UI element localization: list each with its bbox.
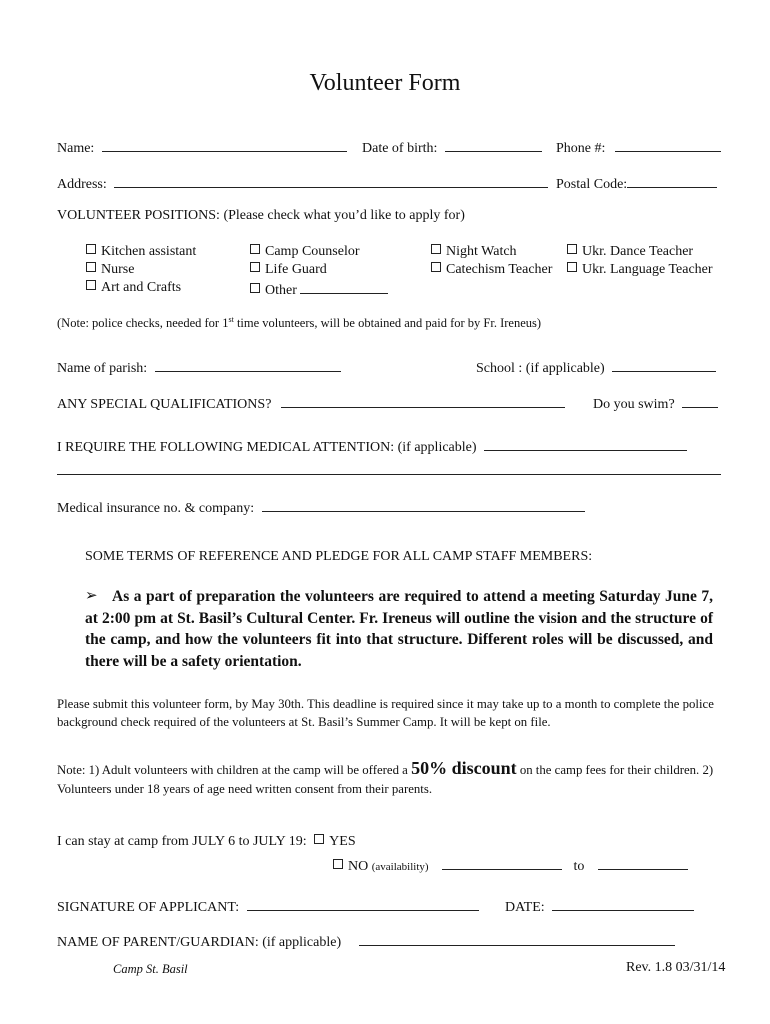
- positions-col4: [567, 243, 713, 279]
- phone-row: [556, 137, 721, 157]
- school-label: School : (if applicable): [476, 361, 605, 376]
- position-other[interactable]: Other: [250, 279, 388, 300]
- no-label: NO: [348, 859, 369, 874]
- checkbox[interactable]: [250, 262, 260, 272]
- position-counselor[interactable]: Camp Counselor: [250, 243, 388, 261]
- checkbox[interactable]: [431, 244, 441, 254]
- checkbox[interactable]: [567, 244, 577, 254]
- checkbox[interactable]: [250, 244, 260, 254]
- address-field[interactable]: [114, 173, 548, 188]
- insurance-row: [57, 497, 585, 517]
- position-kitchen[interactable]: Kitchen assistant: [86, 243, 196, 261]
- availability-label: (availability): [371, 861, 429, 873]
- position-art[interactable]: Art and Crafts: [86, 279, 196, 297]
- other-field[interactable]: [300, 279, 388, 294]
- positions-heading: VOLUNTEER POSITIONS: (Please check what you’d like to apply for): [57, 208, 465, 223]
- dob-row: [362, 137, 542, 157]
- checkbox[interactable]: [86, 280, 96, 290]
- dob-label: Date of birth:: [362, 141, 438, 156]
- submit-paragraph: Please submit this volunteer form, by May 30th. This deadline is required since it may take up to a month to complete the police background check required of the volunteers at St. Basil’s Summer Camp. It will be kept on file.: [57, 697, 714, 729]
- checkbox[interactable]: [431, 262, 441, 272]
- swim-field[interactable]: [682, 393, 718, 408]
- position-lifeguard[interactable]: Life Guard: [250, 261, 388, 279]
- postal-row: [556, 173, 717, 193]
- insurance-field[interactable]: [262, 497, 585, 512]
- checkbox[interactable]: [86, 262, 96, 272]
- qualifications-label: ANY SPECIAL QUALIFICATIONS?: [57, 397, 272, 412]
- availability-from-field[interactable]: [442, 855, 562, 870]
- page-title: Volunteer Form: [309, 70, 461, 96]
- parish-field[interactable]: [155, 357, 341, 372]
- discount-note: Note: 1) Adult volunteers with children at the camp will be offered a 50% discount on the camp fees for their children. 2) Volunteers under 18 years of age need written consent from their parents.: [57, 758, 714, 796]
- address-row: [57, 173, 548, 193]
- terms-heading: SOME TERMS OF REFERENCE AND PLEDGE FOR ALL CAMP STAFF MEMBERS:: [85, 549, 593, 564]
- medical-field[interactable]: [484, 436, 687, 451]
- footer-camp-name: Camp St. Basil: [113, 962, 188, 976]
- availability-to-field[interactable]: [598, 855, 688, 870]
- medical-row: [57, 436, 687, 456]
- date-row: [505, 896, 694, 916]
- stay-row: [57, 834, 356, 850]
- postal-field[interactable]: [627, 173, 717, 188]
- dob-field[interactable]: [445, 137, 542, 152]
- phone-field[interactable]: [615, 137, 721, 152]
- stay-question: I can stay at camp from JULY 6 to JULY 19:: [57, 834, 307, 849]
- phone-label: Phone #:: [556, 141, 606, 156]
- name-field[interactable]: [102, 137, 347, 152]
- signature-label: SIGNATURE OF APPLICANT:: [57, 900, 240, 915]
- position-dance[interactable]: Ukr. Dance Teacher: [567, 243, 713, 261]
- no-checkbox[interactable]: [333, 859, 343, 869]
- signature-row: [57, 896, 479, 916]
- no-row: [333, 855, 688, 875]
- position-nurse[interactable]: Nurse: [86, 261, 196, 279]
- to-label: to: [573, 859, 585, 874]
- parish-label: Name of parish:: [57, 361, 148, 376]
- address-label: Address:: [57, 177, 107, 192]
- medical-field-line-2[interactable]: [57, 474, 721, 475]
- police-note: (Note: police checks, needed for 1st time volunteers, will be obtained and paid for by Fr. Ireneus): [57, 315, 542, 331]
- date-field[interactable]: [552, 896, 694, 911]
- position-nightwatch[interactable]: Night Watch: [431, 243, 552, 261]
- footer-revision: Rev. 1.8 03/31/14: [626, 960, 726, 975]
- checkbox[interactable]: [250, 283, 260, 293]
- bullet-arrow-icon: ➢: [85, 588, 98, 604]
- name-label: Name:: [57, 141, 95, 156]
- swim-row: [593, 393, 718, 413]
- positions-col2: [250, 243, 388, 300]
- qualifications-field[interactable]: [281, 393, 565, 408]
- meeting-paragraph: As a part of preparation the volunteers are required to attend a meeting Saturday June 7, at 2:00 pm at St. Basil’s Cultural Center. Fr. Ireneus will outline the vision and the structure of the camp, and how the volunteers fit into that structure. Different roles will be discussed, and there will be a safety orientation.: [85, 588, 713, 670]
- yes-label: YES: [329, 834, 356, 849]
- positions-col1: [86, 243, 196, 297]
- parent-label: NAME OF PARENT/GUARDIAN: (if applicable): [57, 935, 342, 950]
- position-catechism[interactable]: Catechism Teacher: [431, 261, 552, 279]
- discount-highlight: 50% discount: [411, 758, 517, 778]
- positions-col3: [431, 243, 552, 279]
- parish-row: [57, 357, 341, 377]
- parent-field[interactable]: [359, 931, 675, 946]
- signature-field[interactable]: [247, 896, 479, 911]
- school-field[interactable]: [612, 357, 716, 372]
- qualifications-row: [57, 393, 565, 413]
- swim-label: Do you swim?: [593, 397, 675, 412]
- medical-label: I REQUIRE THE FOLLOWING MEDICAL ATTENTION: (if applicable): [57, 440, 477, 455]
- postal-label: Postal Code:: [556, 177, 628, 192]
- yes-checkbox[interactable]: [314, 834, 324, 844]
- date-label: DATE:: [505, 900, 545, 915]
- parent-row: [57, 931, 675, 951]
- position-language[interactable]: Ukr. Language Teacher: [567, 261, 713, 279]
- school-row: [476, 357, 716, 377]
- checkbox[interactable]: [86, 244, 96, 254]
- name-row: [57, 137, 347, 157]
- checkbox[interactable]: [567, 262, 577, 272]
- insurance-label: Medical insurance no. & company:: [57, 501, 255, 516]
